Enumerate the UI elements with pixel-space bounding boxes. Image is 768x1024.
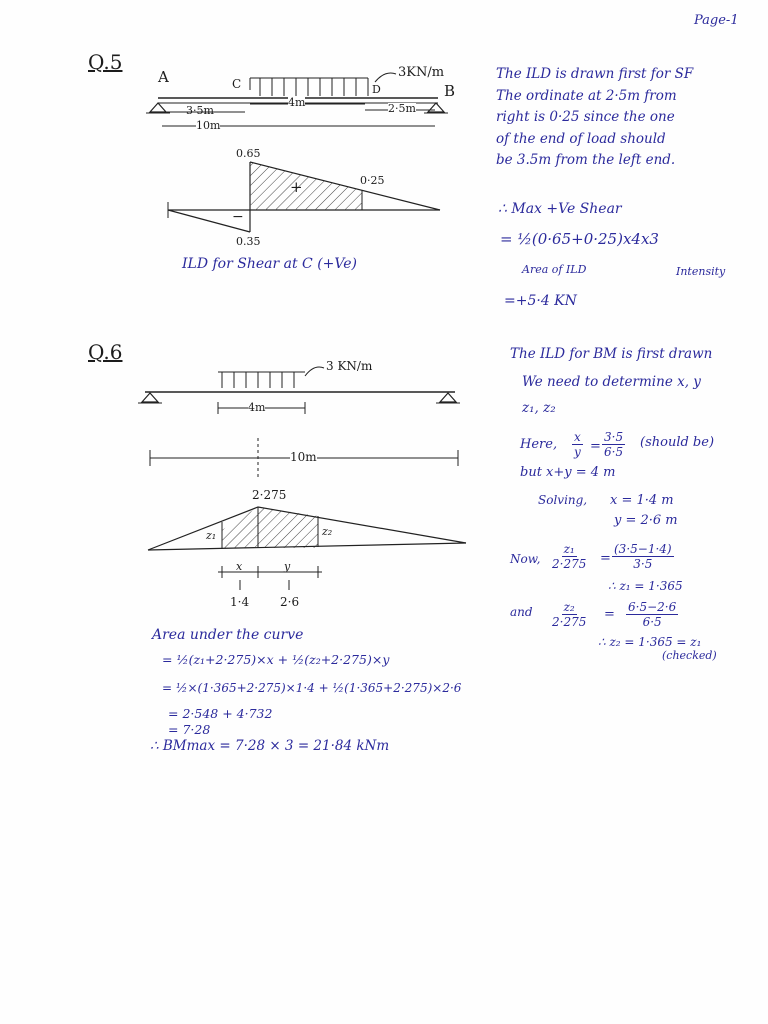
q6-checked: (checked) [662, 649, 717, 662]
q6-ratio-num: x [574, 430, 581, 444]
q6-step-2: = ½×(1·365+2·275)×1·4 + ½(1·365+2·275)×2·6 [162, 681, 462, 695]
q6-z1-rnum: (3·5−1·4) [614, 542, 672, 556]
q5-load-label: 3KN/m [398, 65, 445, 80]
q6-ratio-lhs [572, 430, 583, 459]
q6-but: but x+y = 4 m [520, 465, 616, 480]
q6-z2-den: 2·275 [552, 615, 587, 629]
q6-note-1: The ILD for BM is first drawn [510, 346, 713, 362]
q6-z2-rhs [626, 600, 678, 629]
q5-note-2: The ordinate at 2·5m from [496, 87, 677, 104]
q5-label-b: B [444, 82, 456, 100]
q5-ordinate-neg: 0.35 [236, 235, 261, 248]
q6-load-label: 3 KN/m [326, 359, 373, 373]
q6-x-result: x = 1·4 m [610, 493, 674, 508]
q6-heading: Q.6 [88, 340, 123, 364]
q6-peak-ordinate: 2·275 [252, 488, 287, 502]
q5-note-1: The ILD is drawn first for SF [496, 66, 694, 82]
q5-label-d: D [372, 83, 381, 96]
q6-area-heading: Area under the curve [152, 627, 304, 643]
q5-notes [496, 68, 762, 168]
q5-max-heading: ∴ Max +Ve Shear [498, 201, 622, 217]
q5-intensity-label: Intensity [676, 265, 726, 278]
q5-note-5: be 3.5m from the left end. [496, 152, 676, 168]
q6-z1-rden: 3·5 [633, 557, 653, 571]
q6-z1-den: 2·275 [552, 557, 587, 571]
q6-load-length: 4m [248, 401, 266, 414]
q6-z2-num: z₂ [563, 600, 575, 614]
q6-step-1: = ½(z₁+2·275)×x + ½(z₂+2·275)×y [162, 652, 390, 667]
q6-bm-max: ∴ BMmax = 7·28 × 3 = 21·84 kNm [150, 738, 390, 754]
q5-dim-right: 2·5m [388, 102, 416, 115]
q6-note-3: z₁, z₂ [522, 400, 556, 416]
q6-z2-lhs [552, 600, 586, 629]
q6-y-label: y [284, 560, 291, 573]
q6-z2-label: z₂ [322, 525, 333, 538]
q6-z1-result: ∴ z₁ = 1·365 [608, 579, 683, 593]
q6-z1-eq: = [600, 551, 611, 566]
q6-and: and [510, 605, 533, 619]
q5-note-4: of the end of load should [496, 130, 666, 147]
q5-sign-pos: + [290, 178, 303, 196]
q6-step-4: = 7·28 [168, 722, 211, 737]
q5-label-c: C [232, 77, 242, 91]
q6-solving: Solving, [538, 493, 588, 507]
q5-ordinate-right: 0·25 [360, 174, 385, 187]
q6-x-label: x [236, 560, 243, 573]
q5-sign-neg: − [232, 209, 244, 225]
q6-ratio-rden: 6·5 [604, 445, 624, 459]
q6-ratio-den: y [574, 445, 581, 459]
q5-dim-mid: 4m [288, 96, 306, 109]
q6-x-value: 1·4 [230, 595, 250, 609]
q6-y-value: 2·6 [280, 595, 300, 609]
page-label: Page-1 [694, 13, 739, 28]
q5-note-3: right is 0·25 since the one [496, 109, 675, 125]
q6-z1-label: z₁ [206, 529, 217, 542]
q6-z1-lhs [552, 542, 586, 571]
q5-heading: Q.5 [88, 50, 123, 74]
q5-formula: = ½(0·65+0·25)x4x3 [500, 230, 659, 248]
q6-z2-result: ∴ z₂ = 1·365 = z₁ [598, 635, 702, 649]
q6-z2-rden: 6·5 [642, 615, 662, 629]
q6-ratio-eq: = [590, 439, 601, 454]
q5-dim-total: 10m [196, 119, 221, 132]
q6-z2-rnum: 6·5−2·6 [628, 600, 677, 614]
q6-here: Here, [520, 437, 558, 452]
q6-now: Now, [510, 552, 541, 566]
q5-caption: ILD for Shear at C (+Ve) [182, 256, 357, 272]
q6-z2-eq: = [604, 607, 615, 622]
q5-result: =+5·4 KN [504, 293, 577, 309]
q6-z1-rhs [612, 542, 674, 571]
q6-step-3: = 2·548 + 4·732 [168, 706, 273, 721]
q5-label-a: A [158, 68, 169, 86]
q6-should-be: (should be) [640, 435, 715, 450]
q6-note-2: We need to determine x, y [522, 374, 701, 390]
q5-area-label: Area of ILD [522, 263, 587, 276]
q6-z1-num: z₁ [563, 542, 575, 556]
q6-y-result: y = 2·6 m [614, 513, 678, 528]
q5-dim-left: 3·5m [186, 104, 214, 117]
q5-ordinate-peak: 0.65 [236, 147, 261, 160]
q6-span-label: 10m [290, 450, 317, 464]
q6-ratio-rhs [602, 430, 625, 459]
q6-ratio-rnum: 3·5 [604, 430, 624, 444]
